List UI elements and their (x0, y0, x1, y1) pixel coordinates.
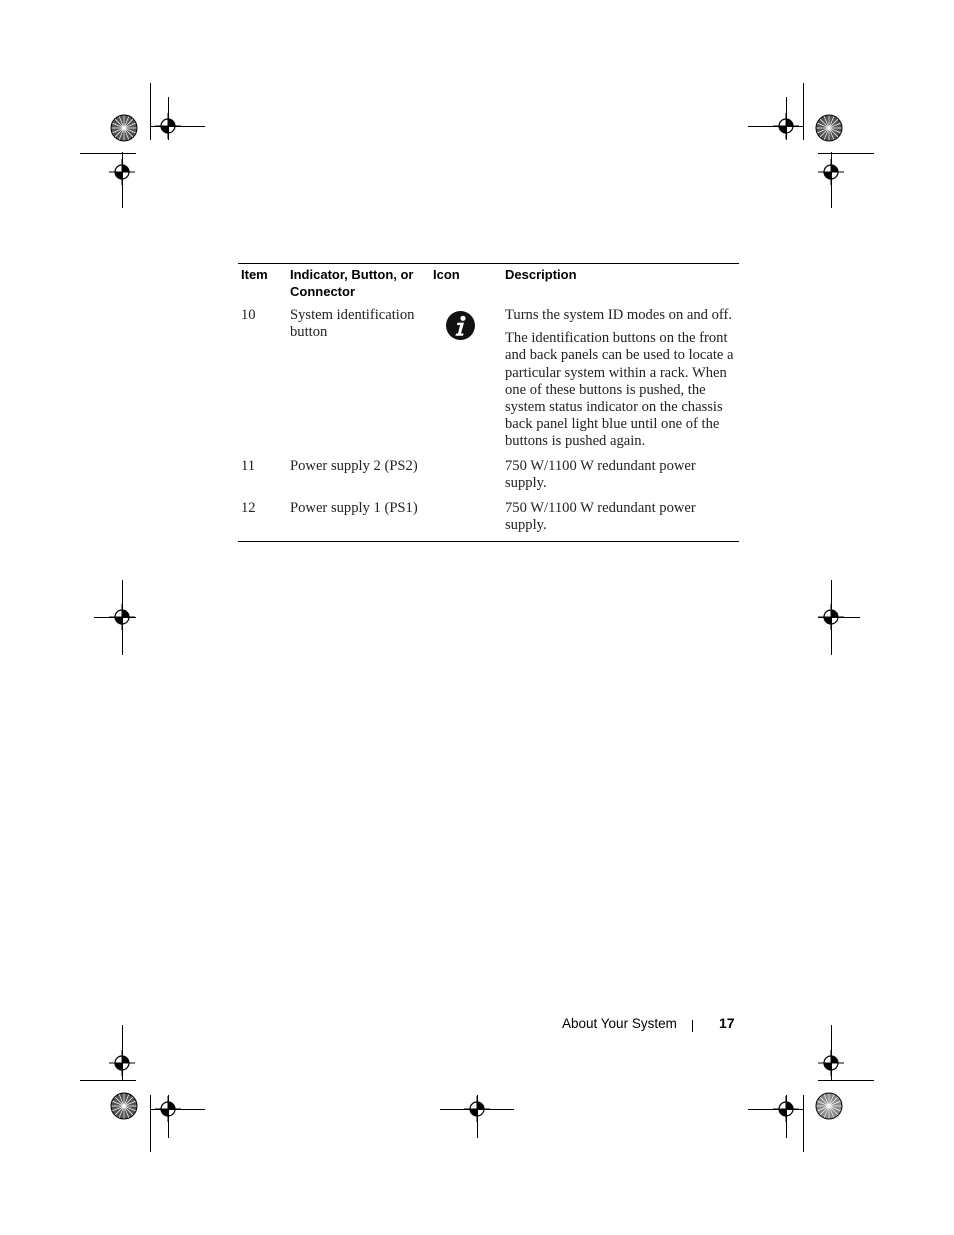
row-10-item: 10 (241, 307, 256, 323)
registration-mark-icon (109, 604, 135, 630)
table-top-rule (238, 263, 739, 264)
row-10-description-line: and back panels can be used to locate a (505, 347, 734, 363)
row-12-description-line: supply. (505, 517, 547, 533)
row-11-name: Power supply 2 (PS2) (290, 458, 418, 474)
registration-mark-icon (155, 1096, 181, 1122)
header-indicator-line1: Indicator, Button, or (290, 267, 414, 282)
footer-separator (692, 1020, 693, 1032)
registration-mark-icon (818, 159, 844, 185)
color-registration-rosette-top-right (815, 114, 843, 142)
row-10-description-line: particular system within a rack. When (505, 365, 727, 381)
crop-mark (818, 153, 874, 154)
footer-section-title: About Your System (562, 1016, 677, 1031)
registration-mark-icon (155, 113, 181, 139)
page-number: 17 (719, 1015, 735, 1031)
registration-mark-icon (773, 113, 799, 139)
row-10-description-line: back panel light blue until one of the (505, 416, 720, 432)
table-bottom-rule (238, 541, 739, 542)
header-icon: Icon (433, 267, 460, 282)
row-10-description-line: buttons is pushed again. (505, 433, 646, 449)
crop-mark (80, 1080, 136, 1081)
row-12-name: Power supply 1 (PS1) (290, 500, 418, 516)
registration-mark-icon (109, 159, 135, 185)
row-10-description-line: system status indicator on the chassis (505, 399, 723, 415)
crop-mark (818, 1080, 874, 1081)
color-registration-rosette-bottom-right (815, 1092, 843, 1120)
row-10-description-line: The identification buttons on the front (505, 330, 728, 346)
registration-mark-icon (464, 1096, 490, 1122)
row-11-description-line: 750 W/1100 W redundant power (505, 458, 696, 474)
crop-mark (150, 83, 151, 140)
crop-mark (803, 1095, 804, 1152)
row-11-item: 11 (241, 458, 256, 474)
crop-mark (80, 153, 136, 154)
row-10-name-line1: System identification (290, 307, 415, 323)
info-icon (445, 310, 476, 346)
registration-mark-icon (773, 1096, 799, 1122)
crop-mark (150, 1095, 151, 1152)
row-12-item: 12 (241, 500, 256, 516)
row-12-description-line: 750 W/1100 W redundant power (505, 500, 696, 516)
header-item: Item (241, 267, 268, 282)
crop-mark (803, 83, 804, 140)
header-description: Description (505, 267, 577, 282)
row-11-description-line: supply. (505, 475, 547, 491)
color-registration-rosette-top-left (110, 114, 138, 142)
registration-mark-icon (818, 1050, 844, 1076)
color-registration-rosette-bottom-left (110, 1092, 138, 1120)
registration-mark-icon (109, 1050, 135, 1076)
row-10-name-line2: button (290, 324, 328, 340)
header-indicator-line2: Connector (290, 284, 355, 299)
row-10-description-line: one of these buttons is pushed, the (505, 382, 706, 398)
row-10-description-line: Turns the system ID modes on and off. (505, 307, 733, 323)
registration-mark-icon (818, 604, 844, 630)
